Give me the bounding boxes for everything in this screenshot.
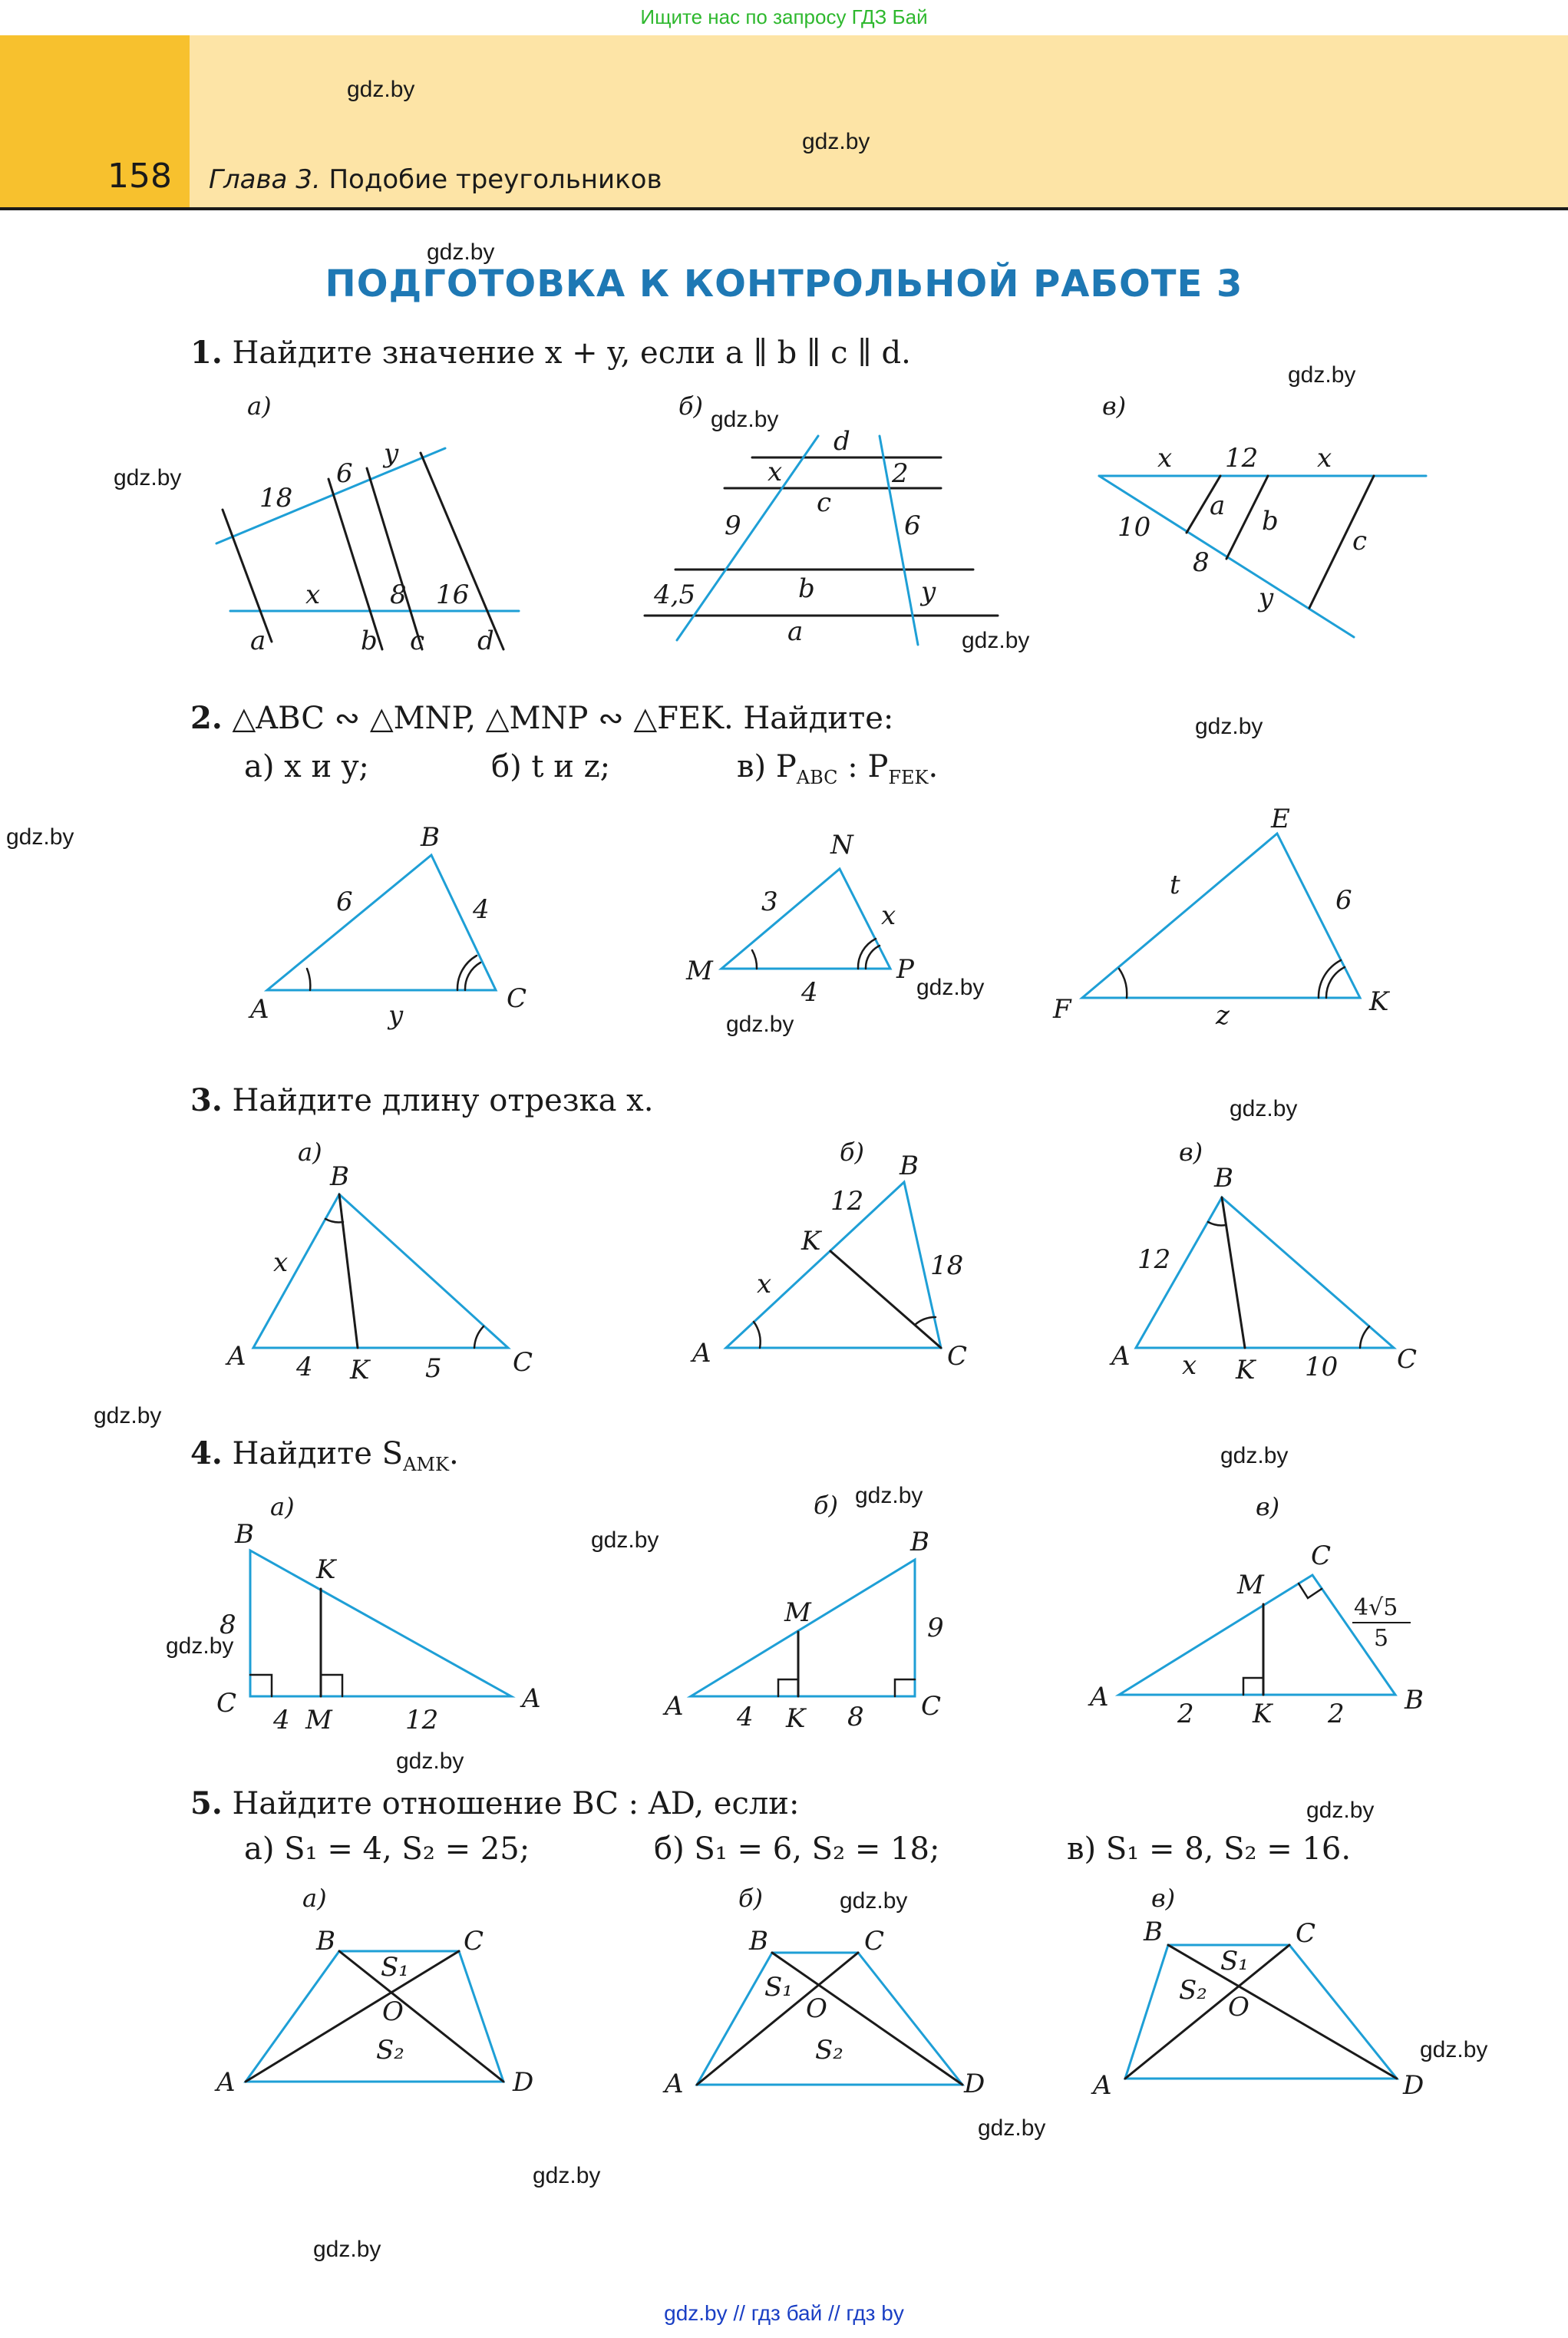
triangle-abc <box>1136 1197 1394 1348</box>
triangle-fek <box>1082 834 1360 998</box>
angle-mark <box>1319 960 1341 998</box>
figure-2a <box>267 855 496 990</box>
fig-label: 4 <box>737 1702 754 1732</box>
watermark[interactable]: gdz.by <box>726 1012 794 1037</box>
fig-label: C <box>1296 1918 1316 1949</box>
angle-mark <box>752 950 757 969</box>
text-segment: : P <box>837 749 889 784</box>
fig-label: O <box>1228 1992 1249 2023</box>
figure-2c <box>1082 834 1360 998</box>
fig-label: D <box>513 2067 534 2098</box>
angle-mark <box>1119 969 1127 998</box>
angle-mark <box>457 956 477 990</box>
fig-label: b <box>361 626 378 656</box>
fig-label: 12 <box>1225 443 1259 474</box>
diagonal-bd <box>772 1953 962 2085</box>
fig-label: y <box>1259 583 1274 613</box>
fig-label: y <box>921 576 936 607</box>
section-title: ПОДГОТОВКА К КОНТРОЛЬНОЙ РАБОТЕ 3 <box>325 263 1243 305</box>
fig-label: 6 <box>904 510 921 541</box>
watermark[interactable]: gdz.by <box>347 77 415 102</box>
fig-label: S₂ <box>1179 1975 1207 2006</box>
diagonal-bd <box>1168 1945 1397 2079</box>
subfigure-label: в) <box>1102 391 1127 421</box>
watermark[interactable]: gdz.by <box>94 1403 162 1428</box>
angle-mark <box>1326 967 1345 998</box>
task-5-part-c: в) S₁ = 8, S₂ = 16. <box>1067 1831 1352 1867</box>
fig-label: y <box>388 1000 404 1031</box>
figure-4b <box>691 1560 915 1696</box>
angle-mark <box>915 1317 936 1325</box>
watermark[interactable]: gdz.by <box>1220 1443 1289 1468</box>
fig-label: d <box>834 426 850 457</box>
task-number: 3. <box>190 1082 223 1118</box>
task-number: 2. <box>190 700 223 736</box>
watermark[interactable]: gdz.by <box>840 1888 908 1914</box>
fig-label: A <box>250 994 269 1025</box>
parallel-line-b <box>328 479 382 649</box>
fig-label: A <box>692 1338 711 1369</box>
task-number: 5. <box>190 1785 223 1821</box>
fig-label: K <box>1253 1699 1273 1729</box>
fig-label: 18 <box>259 483 293 514</box>
task-5-part-a: а) S₁ = 4, S₂ = 25; <box>244 1831 530 1867</box>
fig-label: 12 <box>405 1705 439 1735</box>
fig-label: 5 <box>425 1353 442 1384</box>
fig-label: 4√5 <box>1354 1594 1398 1621</box>
angle-mark <box>307 969 310 990</box>
right-angle-mark <box>1243 1678 1263 1695</box>
task-number: 4. <box>190 1435 223 1471</box>
fig-label: 4 <box>273 1705 290 1735</box>
fig-label: 8 <box>220 1610 236 1640</box>
watermark[interactable]: gdz.by <box>313 2237 381 2262</box>
subfigure-label: а) <box>270 1492 295 1521</box>
watermark[interactable]: gdz.by <box>1195 714 1263 739</box>
right-angle-mark <box>778 1679 798 1696</box>
watermark[interactable]: gdz.by <box>396 1749 464 1774</box>
subfigure-label: б) <box>840 1138 865 1167</box>
diagonal-bd <box>339 1951 503 2082</box>
chapter-title: Подобие треугольников <box>328 164 662 195</box>
text-segment: . <box>448 1436 459 1471</box>
fig-label: C <box>216 1688 237 1719</box>
watermark[interactable]: gdz.by <box>916 975 985 1000</box>
fig-label: A <box>1111 1341 1131 1372</box>
subfigure-label: в) <box>1151 1884 1176 1913</box>
angle-mark <box>325 1219 343 1222</box>
fig-label: 3 <box>761 887 778 917</box>
fig-label: C <box>513 1347 533 1378</box>
fig-label: x <box>273 1247 289 1278</box>
fig-label: c <box>1352 526 1368 556</box>
fig-label: x <box>881 900 896 931</box>
task-2-part-a: а) x и y; <box>244 749 369 784</box>
watermark[interactable]: gdz.by <box>711 407 779 432</box>
subfigure-label: б) <box>814 1491 839 1520</box>
diagonal-ac <box>1125 1945 1289 2079</box>
fig-label: B <box>1405 1685 1424 1716</box>
fig-label: B <box>900 1151 919 1181</box>
fig-label: B <box>749 1926 768 1957</box>
figure-4a <box>250 1550 511 1696</box>
fig-label: x <box>767 457 783 487</box>
fig-label: S₁ <box>381 1952 409 1983</box>
fig-label: O <box>806 1993 827 2024</box>
trapezoid-abcd <box>1125 1945 1397 2079</box>
angle-mark <box>1360 1326 1369 1348</box>
fig-label: 12 <box>1137 1244 1171 1275</box>
transversal-line <box>677 436 818 640</box>
angle-mark <box>866 946 880 969</box>
fig-label: c <box>817 487 832 518</box>
figure-1b <box>645 436 998 645</box>
parallel-line-d <box>421 453 503 649</box>
fig-label: K <box>350 1355 370 1385</box>
fig-label: 4,5 <box>654 580 696 610</box>
right-angle-mark <box>1299 1583 1322 1598</box>
footer-links[interactable]: gdz.by // гдз бай // гдз by <box>664 2301 904 2325</box>
page-number: 158 <box>107 157 172 196</box>
right-angle-mark <box>250 1675 272 1696</box>
triangle-bca <box>250 1550 511 1696</box>
watermark[interactable]: gdz.by <box>855 1483 923 1508</box>
fig-label: A <box>665 1691 684 1722</box>
fig-label: 16 <box>436 580 470 610</box>
fig-label: 10 <box>1305 1352 1339 1382</box>
watermark[interactable]: gdz.by <box>1420 2037 1488 2062</box>
fig-label: S₁ <box>764 1972 793 2003</box>
watermark[interactable]: gdz.by <box>978 2115 1046 2141</box>
fig-label: B <box>1214 1163 1233 1194</box>
fig-label: A <box>216 2067 236 2098</box>
task-text: Найдите S <box>232 1436 404 1471</box>
triangle-mnp <box>721 869 890 969</box>
fig-label: 12 <box>830 1186 864 1217</box>
fig-label: O <box>382 1996 404 2027</box>
fig-label: 5 <box>1374 1625 1389 1652</box>
triangle-abc <box>691 1560 915 1696</box>
figure-5a <box>246 1951 503 2082</box>
fig-label: C <box>864 1926 885 1957</box>
triangle-abc <box>253 1194 508 1348</box>
fig-label: 2 <box>1177 1699 1194 1729</box>
parallel-line-c <box>367 468 422 649</box>
right-angle-mark <box>895 1679 915 1696</box>
subscript: FEK <box>888 767 929 788</box>
subfigure-label: в) <box>1256 1492 1280 1521</box>
fig-label: S₁ <box>1220 1946 1249 1976</box>
fig-label: M <box>784 1597 811 1628</box>
fig-label: M <box>1237 1570 1264 1600</box>
angle-mark <box>474 1326 484 1348</box>
fig-label: 8 <box>1193 547 1210 578</box>
fig-label: t <box>1170 870 1180 900</box>
fig-label: C <box>1311 1541 1332 1571</box>
fig-label: c <box>410 626 425 656</box>
subfigure-label: в) <box>1179 1138 1203 1167</box>
fig-label: x <box>1317 443 1332 474</box>
task-5-part-b: б) S₁ = 6, S₂ = 18; <box>654 1831 940 1867</box>
segment-ck <box>830 1251 941 1348</box>
fig-label: C <box>921 1691 942 1722</box>
fig-label: K <box>316 1554 336 1585</box>
subfigure-label: б) <box>678 391 704 421</box>
task-2-part-b: б) t и z; <box>491 749 611 784</box>
fig-label: A <box>1093 2070 1112 2101</box>
watermark[interactable]: gdz.by <box>114 465 182 490</box>
fig-label: 4 <box>801 977 818 1008</box>
subfigure-label: а) <box>302 1884 327 1913</box>
watermark[interactable]: gdz.by <box>1230 1096 1298 1121</box>
fig-label: b <box>798 573 815 604</box>
fig-label: B <box>316 1926 335 1957</box>
fig-label: B <box>330 1161 349 1192</box>
subfigure-label: а) <box>298 1138 322 1167</box>
fig-label: y <box>384 438 399 469</box>
watermark[interactable]: gdz.by <box>1306 1798 1375 1823</box>
fig-label: C <box>507 983 527 1014</box>
fig-label: K <box>1236 1355 1256 1385</box>
fig-label: 6 <box>336 458 353 489</box>
fig-label: M <box>686 956 713 986</box>
subfigure-label: а) <box>247 391 272 421</box>
fig-label: M <box>305 1705 332 1735</box>
fig-label: A <box>665 2069 684 2099</box>
fig-label: D <box>1403 2070 1424 2101</box>
watermark[interactable]: gdz.by <box>533 2163 601 2188</box>
task-text: Найдите значение x + y, если a ∥ b ∥ c ∥ d. <box>232 335 911 371</box>
chapter-label: Глава 3. <box>209 164 321 195</box>
subscript: AMK <box>403 1454 449 1475</box>
task-number: 1. <box>190 335 223 371</box>
segment-bk <box>1222 1197 1245 1348</box>
watermark[interactable]: gdz.by <box>591 1527 659 1553</box>
text-segment: . <box>928 749 939 784</box>
fig-label: K <box>801 1226 821 1257</box>
fig-label: 9 <box>725 510 741 541</box>
fig-label: E <box>1271 804 1290 834</box>
fig-label: 2 <box>892 458 909 489</box>
fig-label: 2 <box>1328 1699 1345 1729</box>
angle-mark <box>1208 1222 1226 1225</box>
fig-label: d <box>477 626 494 656</box>
fig-label: b <box>1262 506 1279 537</box>
subfigure-label: б) <box>738 1884 764 1913</box>
fig-label: C <box>1397 1344 1418 1375</box>
angle-mark <box>465 963 480 990</box>
fig-label: 8 <box>847 1702 864 1732</box>
task-text: Найдите отношение BC : AD, если: <box>232 1786 800 1821</box>
segment-bk <box>339 1194 358 1348</box>
fig-label: 4 <box>296 1352 313 1382</box>
fig-label: K <box>786 1703 806 1734</box>
fig-label: x <box>1157 443 1173 474</box>
fig-label: B <box>910 1527 929 1557</box>
fig-label: 10 <box>1117 512 1151 543</box>
fig-label: 8 <box>390 580 407 610</box>
search-banner: Ищите нас по запросу ГДЗ Бай <box>640 5 928 28</box>
fig-label: x <box>1182 1350 1197 1381</box>
text-segment: в) P <box>737 749 797 784</box>
fig-label: a <box>250 626 266 656</box>
fig-label: A <box>227 1341 246 1372</box>
fig-label: A <box>1090 1682 1109 1712</box>
figure-3c <box>1136 1197 1394 1348</box>
trapezoid-abcd <box>246 1951 503 2082</box>
fig-label: D <box>964 2069 985 2099</box>
fig-label: 9 <box>927 1613 944 1643</box>
fig-label: S₂ <box>815 2035 843 2066</box>
fig-label: P <box>896 954 914 985</box>
task-text: Найдите длину отрезка x. <box>232 1083 654 1118</box>
diagonal-ac <box>246 1951 459 2082</box>
task-text: △ABC ∾ △MNP, △MNP ∾ △FEK. Найдите: <box>232 701 894 736</box>
subscript: ABC <box>796 767 838 788</box>
fig-label: B <box>421 822 440 853</box>
watermark[interactable]: gdz.by <box>962 628 1030 653</box>
fig-label: a <box>787 616 804 647</box>
figure-2b <box>721 869 890 969</box>
fig-label: x <box>305 580 321 610</box>
figure-5c <box>1125 1945 1397 2079</box>
fig-label: C <box>947 1341 968 1372</box>
watermark[interactable]: gdz.by <box>427 239 495 265</box>
fig-label: S₂ <box>376 2035 404 2066</box>
watermark[interactable]: gdz.by <box>6 824 74 850</box>
fig-label: N <box>830 830 853 860</box>
fig-label: B <box>235 1519 254 1550</box>
watermark[interactable]: gdz.by <box>802 129 870 154</box>
right-angle-mark <box>321 1675 342 1696</box>
fig-label: a <box>1210 490 1226 521</box>
figure-3a <box>253 1194 508 1348</box>
fig-label: z <box>1216 1000 1230 1031</box>
angle-mark <box>754 1322 761 1348</box>
watermark[interactable]: gdz.by <box>1288 362 1356 388</box>
fig-label: F <box>1053 994 1071 1025</box>
fig-label: B <box>1144 1917 1163 1947</box>
fig-label: 6 <box>1335 885 1352 916</box>
figure-1a <box>216 448 519 649</box>
fig-label: 6 <box>336 887 353 917</box>
fig-label: 4 <box>473 894 490 925</box>
watermark[interactable]: gdz.by <box>166 1633 234 1659</box>
fig-label: 18 <box>930 1250 964 1281</box>
fig-label: K <box>1369 986 1389 1017</box>
fig-label: C <box>464 1926 484 1957</box>
transversal-line <box>216 448 445 543</box>
fig-label: A <box>522 1683 541 1714</box>
fig-label: x <box>757 1269 772 1299</box>
